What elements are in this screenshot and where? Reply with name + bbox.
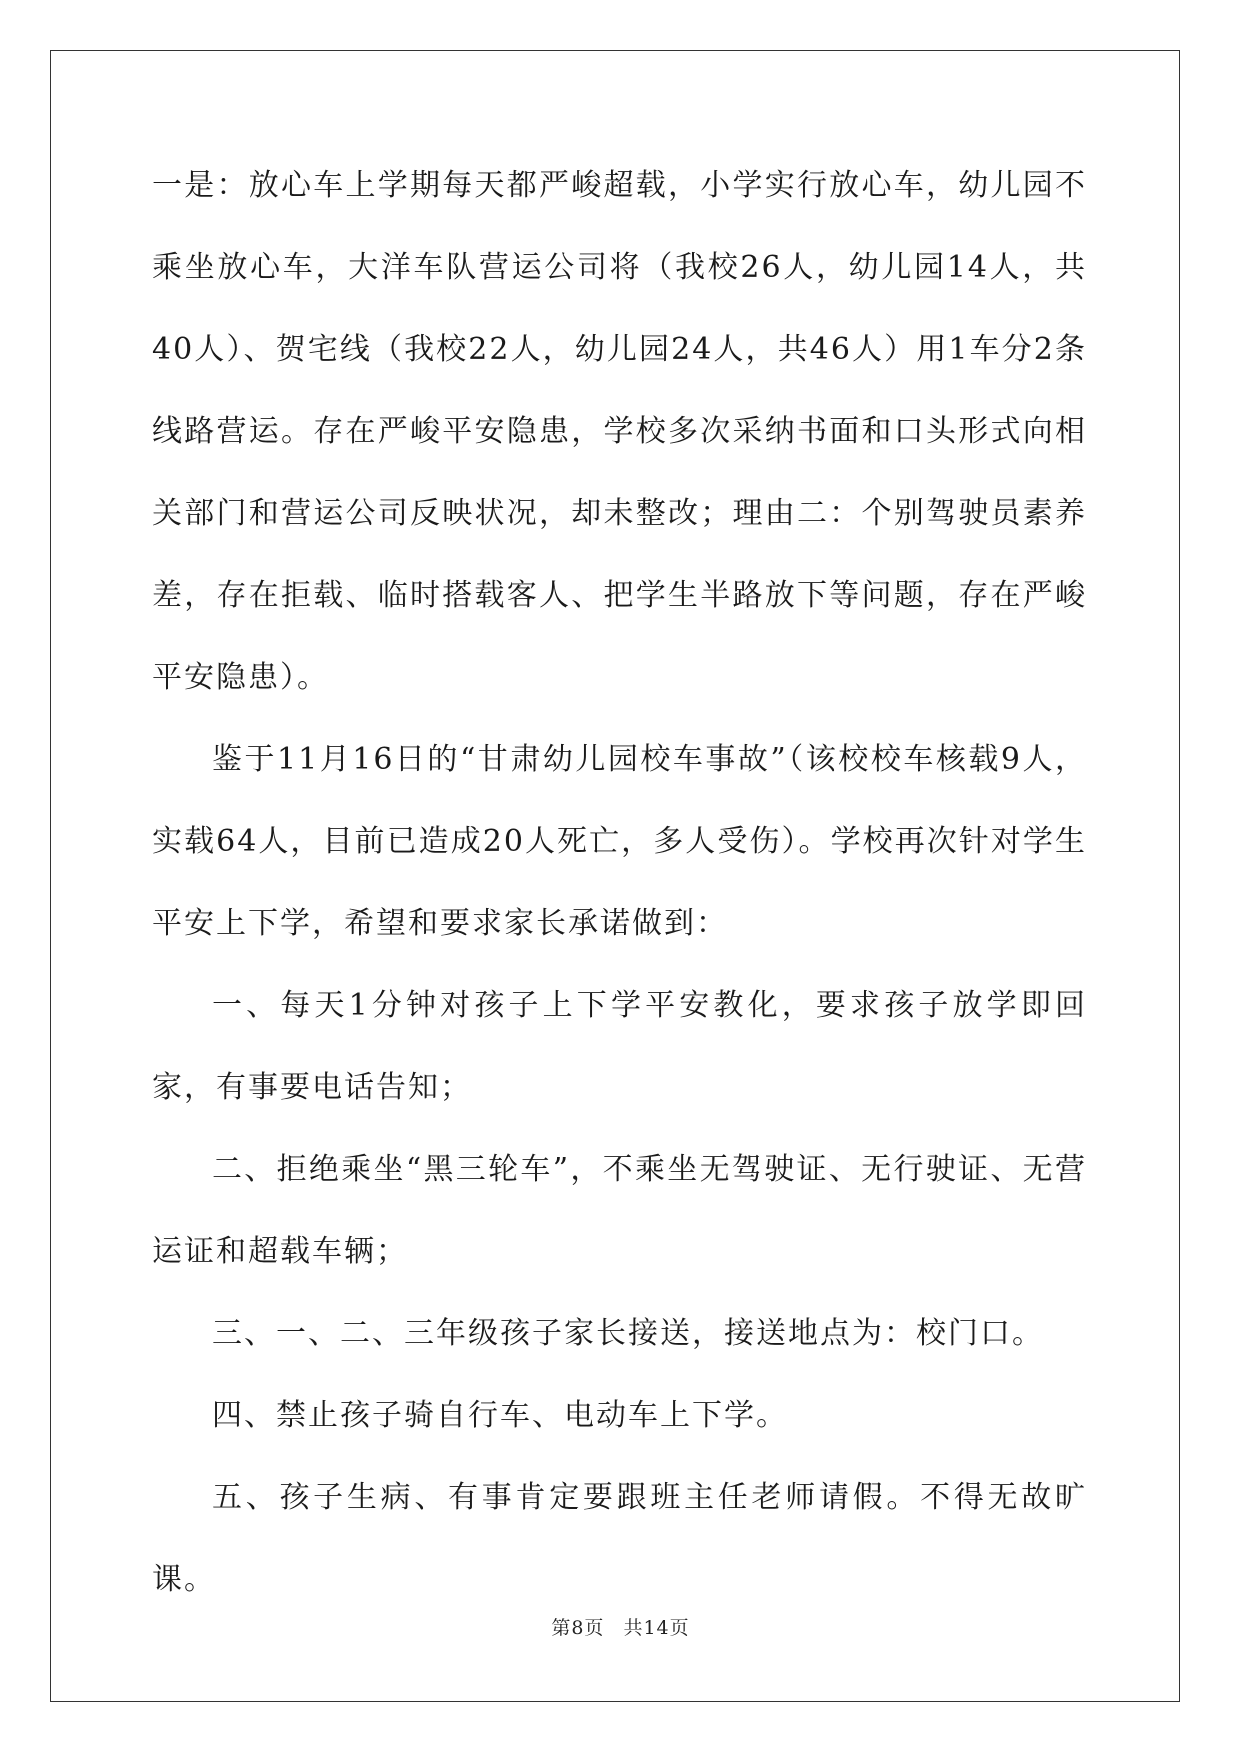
paragraph-5: 三、一、二、三年级孩子家长接送，接送地点为：校门口。	[212, 1316, 1044, 1351]
paragraph-3: 一、每天1分钟对孩子上下学平安教化，要求孩子放学即回家，有事要电话告知；	[152, 988, 1087, 1105]
document-body	[152, 145, 1087, 1621]
paragraph-4: 二、拒绝乘坐“黑三轮车”，不乘坐无驾驶证、无行驶证、无营运证和超载车辆；	[152, 1152, 1087, 1269]
paragraph-7: 五、孩子生病、有事肯定要跟班主任老师请假。不得无故旷课。	[152, 1480, 1087, 1597]
page-footer	[0, 1613, 1241, 1640]
page-number-current: 第8页	[551, 1617, 605, 1639]
paragraph-1: 一是：放心车上学期每天都严峻超载，小学实行放心车，幼儿园不乘坐放心车，大洋车队营运公司将（我校26人，幼儿园14人，共40人）、贺宅线（我校22人，幼儿园24人，共46人）用1车分2条线路营运。存在严峻平安隐患，学校多次采纳书面和口头形式向相关部门和营运公司反映状况，却未整改；理由二：个别驾驶员素养差，存在拒载、临时搭载客人、把学生半路放下等问题，存在严峻平安隐患）。	[152, 168, 1087, 695]
paragraph-2: 鉴于11月16日的“甘肃幼儿园校车事故”（该校校车核载9人，实载64人，目前已造成20人死亡，多人受伤）。学校再次针对学生平安上下学，希望和要求家长承诺做到：	[152, 742, 1087, 941]
paragraph-6: 四、禁止孩子骑自行车、电动车上下学。	[212, 1398, 788, 1433]
page-number-total: 共14页	[623, 1617, 690, 1639]
